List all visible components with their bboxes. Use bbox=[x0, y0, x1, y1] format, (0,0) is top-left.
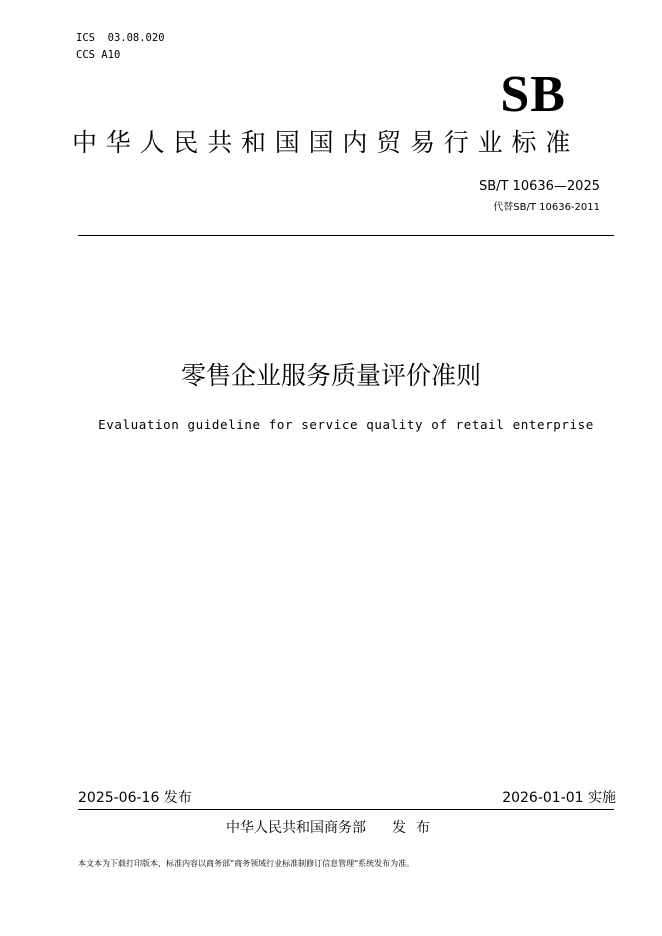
ics-label: ICS bbox=[76, 32, 95, 44]
standard-number: SB/T 10636—2025 bbox=[478, 179, 600, 194]
classification-codes bbox=[76, 30, 165, 64]
ics-code: 03.08.020 bbox=[107, 32, 165, 44]
publisher-org: 中华人民共和国商务部 bbox=[226, 820, 366, 836]
publisher-action: 发布 bbox=[392, 820, 440, 836]
footnote: 本文本为下载打印版本，标准内容以商务部“商务领域行业标准制修订信息管理”系统发布为准。 bbox=[78, 859, 415, 868]
document-title-cn: 零售企业服务质量评价准则 bbox=[180, 361, 481, 390]
ccs-row bbox=[76, 47, 165, 64]
document-title-en: Evaluation guideline for service quality of retail enterprise bbox=[98, 417, 594, 432]
ccs-label: CCS bbox=[76, 49, 95, 61]
publisher bbox=[226, 818, 440, 838]
ics-row bbox=[76, 30, 165, 47]
footer-divider bbox=[78, 809, 614, 810]
ccs-code: A10 bbox=[101, 49, 121, 61]
replaces-standard: 代替SB/T 10636-2011 bbox=[493, 202, 600, 213]
implementation-date: 2026-01-01 实施 bbox=[502, 790, 616, 806]
sb-logo: SB bbox=[500, 66, 566, 123]
issue-date: 2025-06-16 发布 bbox=[78, 790, 192, 806]
header-divider bbox=[78, 235, 614, 236]
standard-category: 中华人民共和国国内贸易行业标准 bbox=[72, 128, 580, 157]
